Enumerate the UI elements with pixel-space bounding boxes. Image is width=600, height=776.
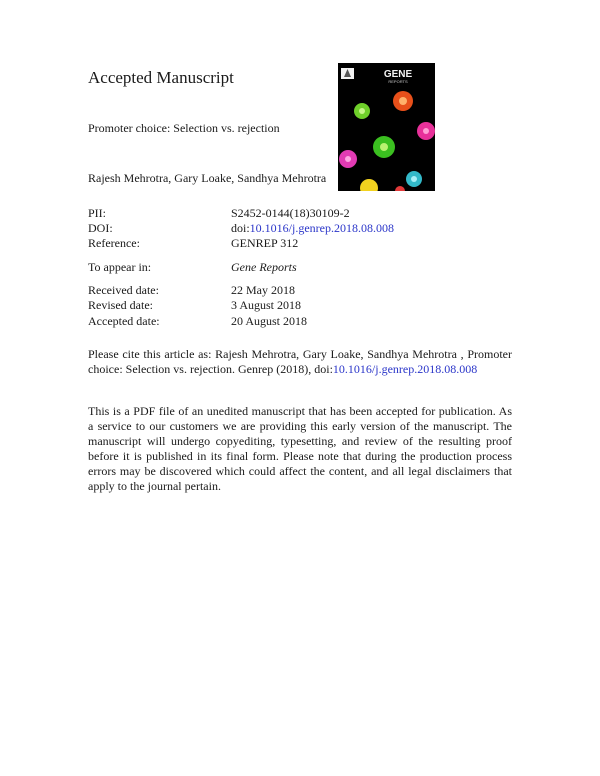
disclaimer-paragraph: This is a PDF file of an unedited manuscript that has been accepted for publication. As a service to our customers we are providing this early version of the manuscript. The manuscript will undergo copyediting, typesetting, and review of the resulting proof before it is published in its final form. Please note that during the production process errors may be discovered which could affect the content, and all legal disclaimers that apply to the journal pertain.: [88, 404, 512, 493]
doi-prefix: doi:: [231, 221, 250, 235]
citation-doi-link[interactable]: 10.1016/j.genrep.2018.08.008: [332, 362, 478, 376]
citation-paragraph: [88, 347, 512, 377]
flower-green-icon: [354, 103, 370, 119]
reference-value: GENREP 312: [231, 236, 299, 250]
accepted-label: Accepted date:: [88, 314, 160, 328]
doi-link[interactable]: 10.1016/j.genrep.2018.08.008: [249, 221, 394, 235]
page-heading: Accepted Manuscript: [88, 68, 234, 87]
received-label: Received date:: [88, 283, 159, 297]
pii-label: PII:: [88, 206, 106, 220]
received-value: 22 May 2018: [231, 283, 295, 297]
doi-label: DOI:: [88, 221, 113, 235]
doi-value: [231, 221, 394, 236]
journal-logo-subtext: REPORTS: [388, 79, 408, 84]
flower-pink-icon: [417, 122, 435, 140]
appear-label: To appear in:: [88, 260, 152, 274]
pii-value: S2452-0144(18)30109-2: [231, 206, 350, 220]
journal-cover: [338, 63, 435, 191]
flower-lime-icon: [373, 136, 395, 158]
publisher-logo-icon: [341, 68, 354, 79]
citation-text: Please cite this article as: Rajesh Mehrotra, Gary Loake, Sandhya Mehrotra , Promoter choice: Selection vs. rejection. Genrep (2018), doi:: [88, 347, 512, 376]
flower-magenta-icon: [339, 150, 357, 168]
article-title: Promoter choice: Selection vs. rejection: [88, 121, 280, 135]
flower-cyan-icon: [406, 171, 422, 187]
accepted-value: 20 August 2018: [231, 314, 308, 328]
appear-value: Gene Reports: [231, 260, 297, 274]
revised-label: Revised date:: [88, 298, 153, 312]
cover-artwork: [338, 63, 435, 191]
revised-value: 3 August 2018: [231, 298, 302, 312]
authors: Rajesh Mehrotra, Gary Loake, Sandhya Mehrotra: [88, 171, 327, 185]
reference-label: Reference:: [88, 236, 140, 250]
flower-orange-icon: [393, 91, 413, 111]
journal-logo-text: GENE: [383, 69, 413, 80]
